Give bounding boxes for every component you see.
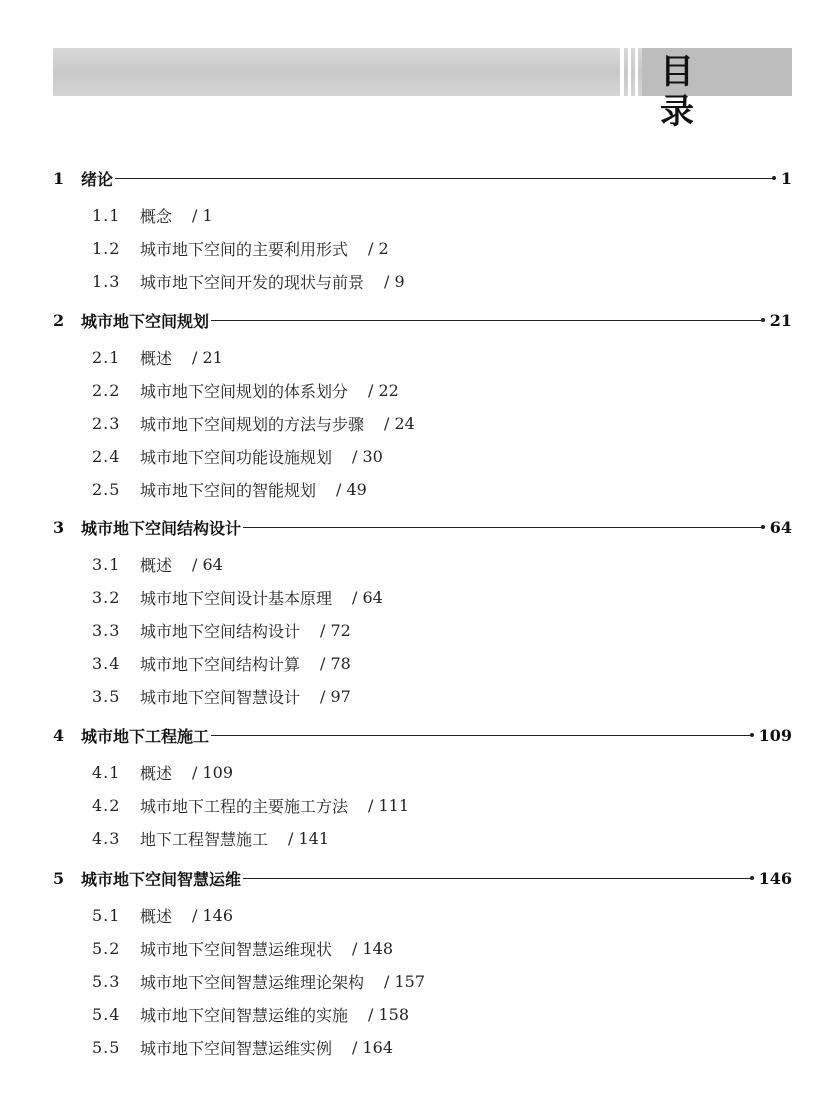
section-title: 城市地下空间智慧运维实例 xyxy=(140,1038,333,1058)
section-number: 5.3 xyxy=(92,971,121,991)
chapter-number: 4 xyxy=(53,725,65,745)
section-title: 城市地下空间智慧运维现状 xyxy=(140,939,333,959)
section-title: 城市地下空间设计基本原理 xyxy=(140,588,333,608)
section-page: / 148 xyxy=(352,938,394,958)
section-number: 4.2 xyxy=(92,795,121,815)
chapter-page: 109 xyxy=(758,725,792,745)
toc-chapter[interactable] xyxy=(53,866,792,890)
section-number: 5.1 xyxy=(92,905,121,925)
section-page: / 64 xyxy=(352,587,383,607)
toc-chapter[interactable] xyxy=(53,166,792,190)
section-title: 城市地下空间功能设施规划 xyxy=(140,447,333,467)
section-page: / 111 xyxy=(368,795,410,815)
section-page: / 141 xyxy=(288,828,330,848)
toc-section[interactable] xyxy=(92,203,213,227)
toc-section[interactable] xyxy=(92,269,405,293)
chapter-page: 64 xyxy=(769,517,792,537)
section-title: 概念 xyxy=(140,206,173,226)
toc-section[interactable] xyxy=(92,618,351,642)
toc-section[interactable] xyxy=(92,585,383,609)
toc-section[interactable] xyxy=(92,903,233,927)
section-number: 1.1 xyxy=(92,205,121,225)
section-title: 城市地下空间规划的体系划分 xyxy=(140,381,349,401)
toc-section[interactable] xyxy=(92,444,383,468)
section-page: / 9 xyxy=(384,271,405,291)
chapter-page: 1 xyxy=(780,168,792,188)
section-title: 城市地下空间智慧运维理论架构 xyxy=(140,972,365,992)
section-page: / 49 xyxy=(336,479,367,499)
toc-section[interactable] xyxy=(92,236,389,260)
section-number: 1.3 xyxy=(92,271,121,291)
section-title: 城市地下空间结构设计 xyxy=(140,621,301,641)
section-page: / 1 xyxy=(192,205,213,225)
section-page: / 109 xyxy=(192,762,234,782)
toc-chapter[interactable] xyxy=(53,723,792,747)
section-number: 4.1 xyxy=(92,762,121,782)
toc-section[interactable] xyxy=(92,760,233,784)
section-number: 3.5 xyxy=(92,686,121,706)
chapter-number: 5 xyxy=(53,868,65,888)
chapter-title: 城市地下空间智慧运维 xyxy=(81,869,242,889)
section-title: 地下工程智慧施工 xyxy=(140,829,269,849)
chapter-number: 1 xyxy=(53,168,65,188)
chapter-page: 21 xyxy=(769,310,792,330)
section-number: 5.5 xyxy=(92,1037,121,1057)
toc-section[interactable] xyxy=(92,345,223,369)
leader-line xyxy=(211,320,763,321)
section-number: 2.5 xyxy=(92,479,121,499)
toc-section[interactable] xyxy=(92,1035,393,1059)
section-title: 城市地下空间结构计算 xyxy=(140,654,301,674)
header-divider xyxy=(628,48,631,96)
section-page: / 97 xyxy=(320,686,351,706)
toc-section[interactable] xyxy=(92,936,393,960)
chapter-number: 2 xyxy=(53,310,65,330)
chapter-title: 城市地下工程施工 xyxy=(81,726,210,746)
section-number: 5.4 xyxy=(92,1004,121,1024)
section-title: 城市地下空间智慧运维的实施 xyxy=(140,1005,349,1025)
section-page: / 21 xyxy=(192,347,223,367)
toc-chapter[interactable] xyxy=(53,515,792,539)
section-number: 2.4 xyxy=(92,446,121,466)
section-title: 城市地下空间的主要利用形式 xyxy=(140,239,349,259)
section-title: 概述 xyxy=(140,348,173,368)
page-title: 目 录 xyxy=(660,52,730,132)
section-page: / 164 xyxy=(352,1037,394,1057)
toc-section[interactable] xyxy=(92,477,367,501)
section-number: 2.2 xyxy=(92,380,121,400)
header-divider xyxy=(620,48,624,96)
section-page: / 158 xyxy=(368,1004,410,1024)
section-page: / 2 xyxy=(368,238,389,258)
toc-section[interactable] xyxy=(92,969,425,993)
section-title: 城市地下空间的智能规划 xyxy=(140,480,317,500)
section-page: / 157 xyxy=(384,971,426,991)
chapter-page: 146 xyxy=(758,868,792,888)
leader-line xyxy=(211,735,752,736)
section-page: / 78 xyxy=(320,653,351,673)
section-number: 5.2 xyxy=(92,938,121,958)
section-number: 3.3 xyxy=(92,620,121,640)
section-number: 3.4 xyxy=(92,653,121,673)
toc-section[interactable] xyxy=(92,378,399,402)
toc-section[interactable] xyxy=(92,684,351,708)
section-title: 城市地下工程的主要施工方法 xyxy=(140,796,349,816)
chapter-number: 3 xyxy=(53,517,65,537)
leader-line xyxy=(243,527,763,528)
section-page: / 24 xyxy=(384,413,415,433)
chapter-title: 城市地下空间规划 xyxy=(81,311,210,331)
toc-chapter[interactable] xyxy=(53,308,792,332)
toc-section[interactable] xyxy=(92,552,223,576)
section-page: / 22 xyxy=(368,380,399,400)
section-page: / 30 xyxy=(352,446,383,466)
section-number: 3.1 xyxy=(92,554,121,574)
section-number: 4.3 xyxy=(92,828,121,848)
toc-section[interactable] xyxy=(92,826,329,850)
section-number: 2.1 xyxy=(92,347,121,367)
section-title: 概述 xyxy=(140,555,173,575)
section-title: 概述 xyxy=(140,906,173,926)
header-divider xyxy=(635,48,638,96)
section-title: 城市地下空间规划的方法与步骤 xyxy=(140,414,365,434)
toc-section[interactable] xyxy=(92,651,351,675)
chapter-title: 绪论 xyxy=(81,169,114,189)
toc-section[interactable] xyxy=(92,411,415,435)
toc-section[interactable] xyxy=(92,793,409,817)
section-title: 城市地下空间开发的现状与前景 xyxy=(140,272,365,292)
section-number: 3.2 xyxy=(92,587,121,607)
section-number: 1.2 xyxy=(92,238,121,258)
section-page: / 72 xyxy=(320,620,351,640)
section-title: 城市地下空间智慧设计 xyxy=(140,687,301,707)
leader-line xyxy=(115,178,774,179)
section-number: 2.3 xyxy=(92,413,121,433)
section-title: 概述 xyxy=(140,763,173,783)
section-page: / 64 xyxy=(192,554,223,574)
section-page: / 146 xyxy=(192,905,234,925)
chapter-title: 城市地下空间结构设计 xyxy=(81,518,242,538)
leader-line xyxy=(243,878,752,879)
toc-section[interactable] xyxy=(92,1002,409,1026)
